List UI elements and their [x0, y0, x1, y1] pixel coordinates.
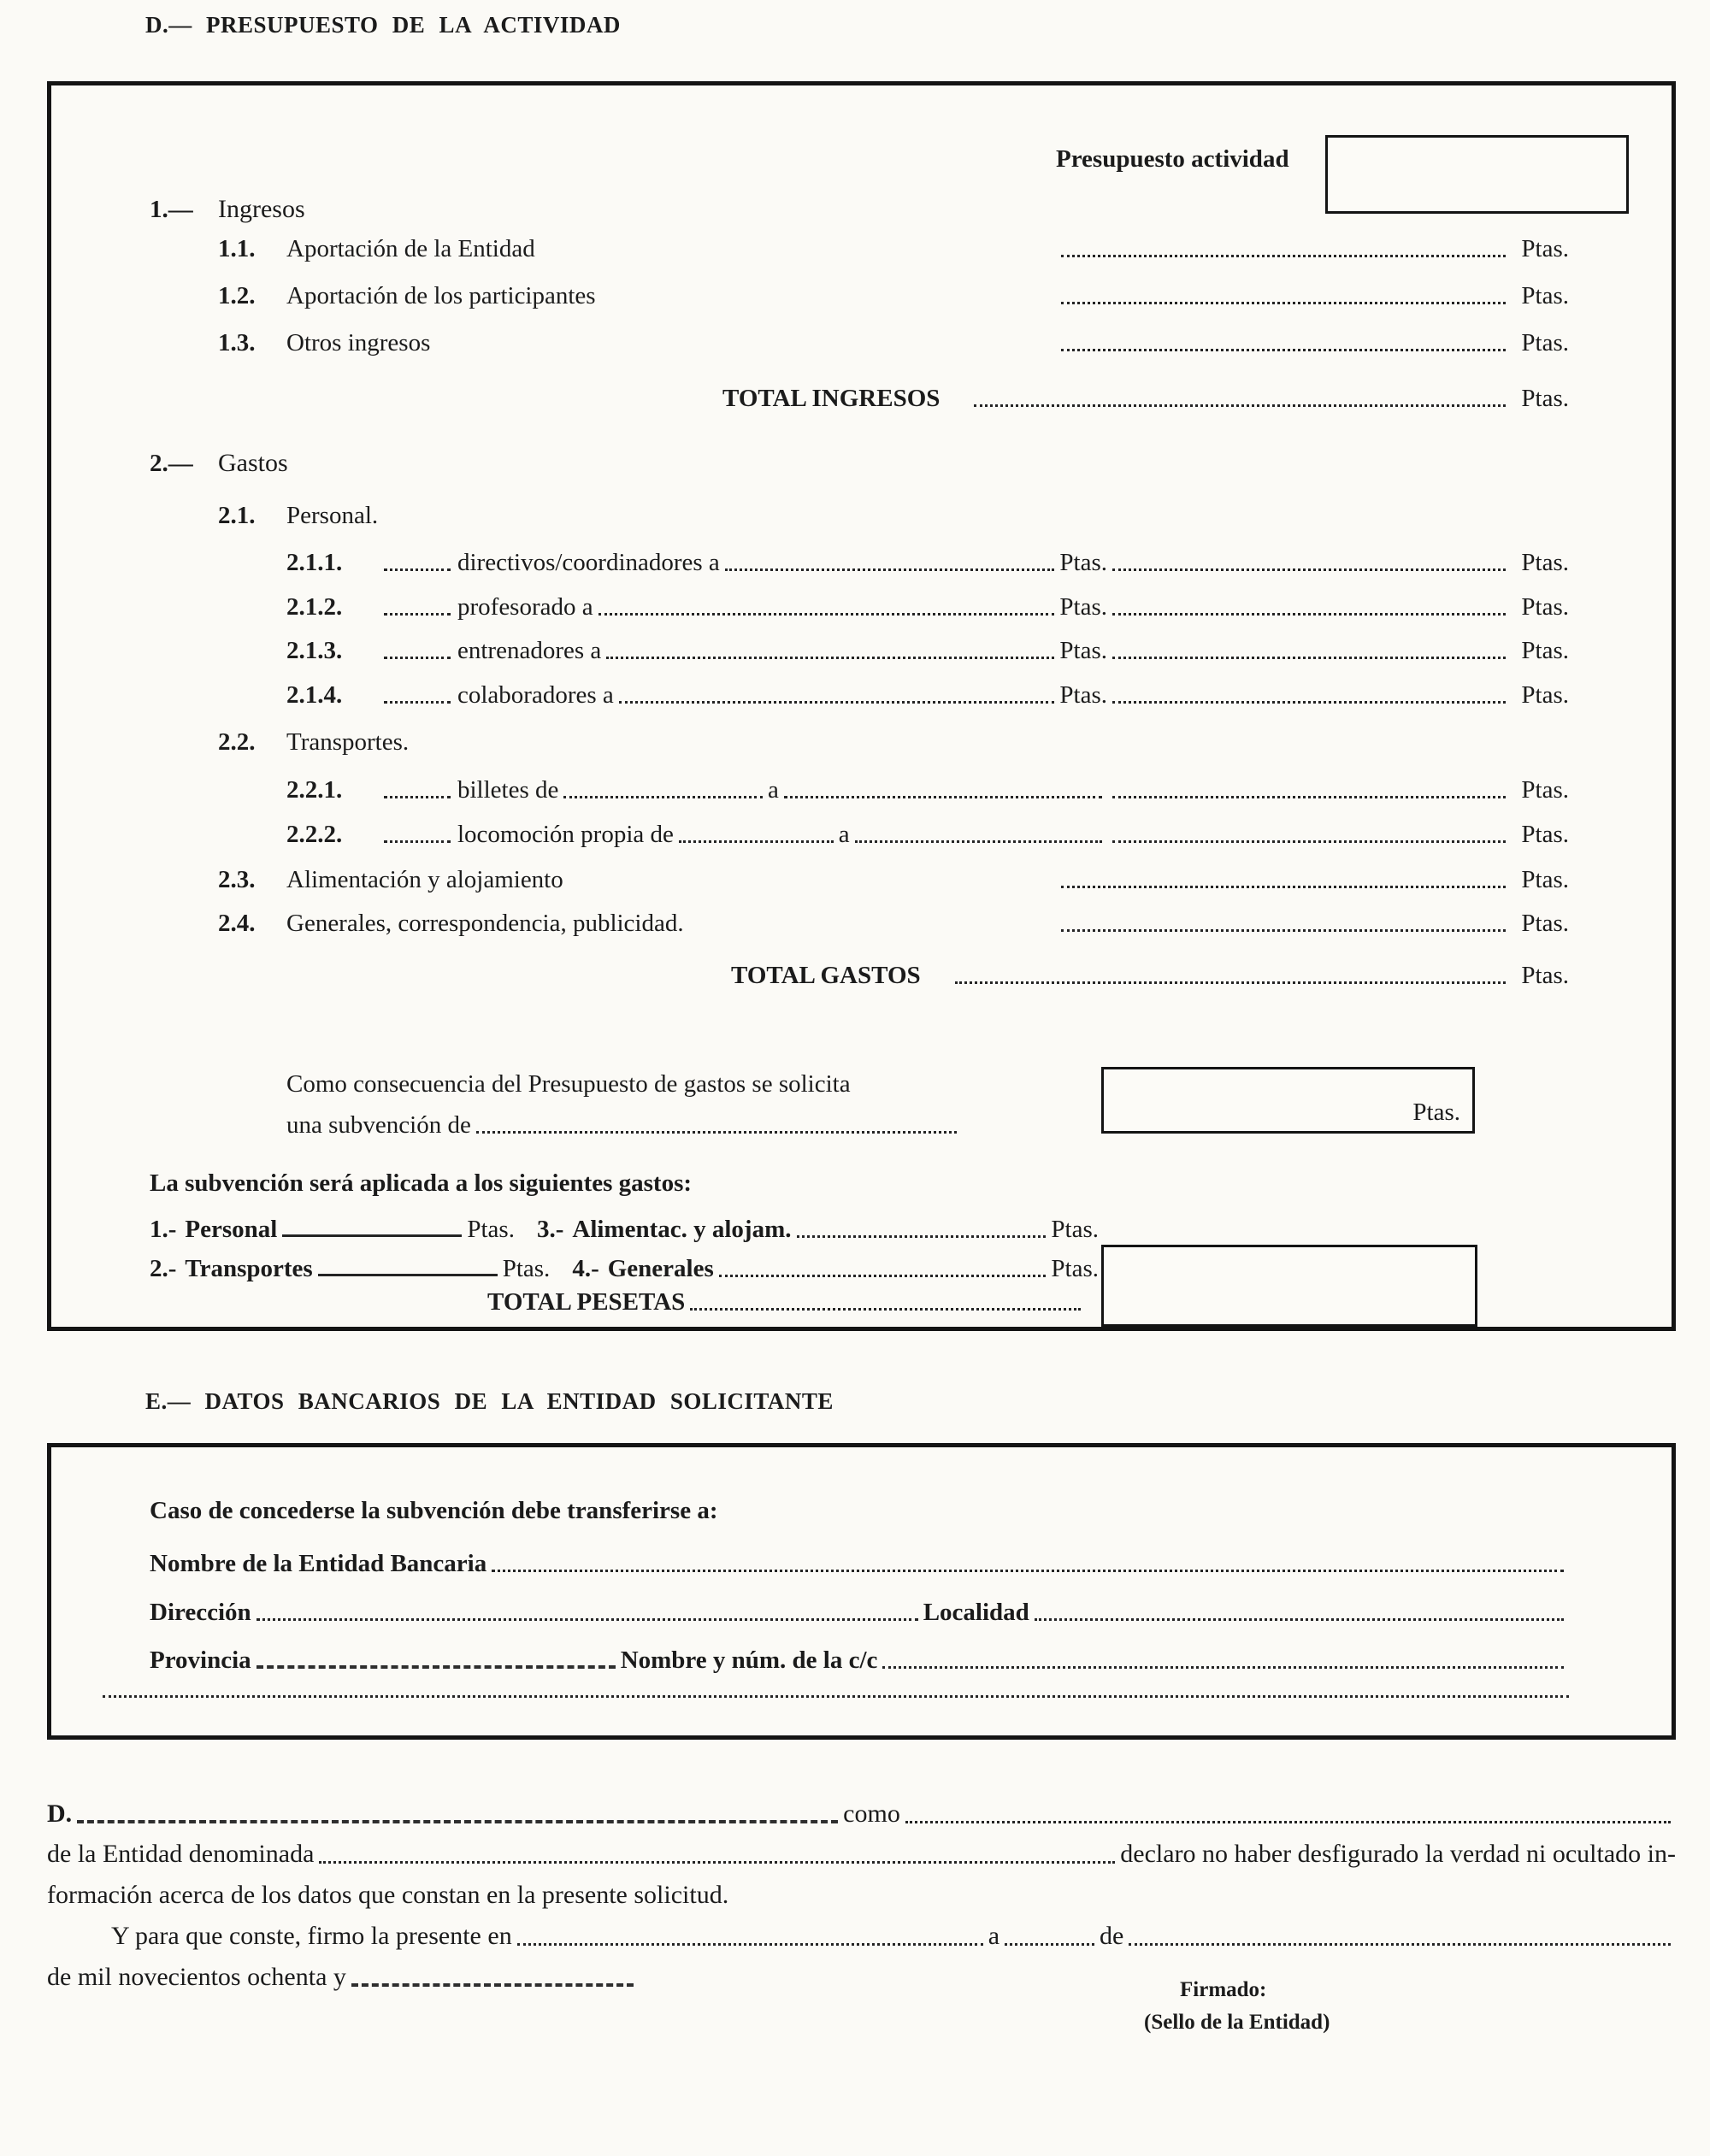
total-gastos-label: TOTAL GASTOS	[731, 962, 921, 989]
item-unit: Ptas.	[1521, 549, 1569, 576]
item-label: entrenadores a	[457, 637, 602, 664]
subvencion-unit: Ptas.	[1412, 1098, 1460, 1126]
dotted-leader	[905, 1821, 1671, 1823]
dotted-leader	[1061, 349, 1506, 351]
bank-row-direccion	[150, 1599, 1569, 1627]
dotted-leader	[784, 796, 1102, 798]
item-number: 2.1.2.	[286, 593, 343, 621]
item-connector: a	[838, 821, 850, 848]
bank-data-box	[47, 1443, 1676, 1740]
dotted-leader	[1035, 1618, 1564, 1621]
item-number: 2.-	[150, 1255, 177, 1282]
dotted-leader	[517, 1943, 983, 1946]
dotted-leader	[492, 1570, 1564, 1572]
item-label: Alimentación y alojamiento	[286, 866, 563, 893]
item-number: 1.3.	[218, 329, 256, 356]
gastos-heading	[150, 449, 288, 479]
item-label: profesorado a	[457, 593, 593, 621]
item-unit: Ptas.	[1521, 866, 1569, 893]
item-unit: Ptas.	[1521, 593, 1569, 621]
dash-leader	[351, 1983, 634, 1987]
personal-row-2-1-1	[286, 549, 1569, 577]
dotted-leader	[563, 796, 763, 798]
item-number: 1.-	[150, 1216, 177, 1243]
dotted-leader	[619, 701, 1055, 704]
dotted-leader	[598, 613, 1055, 616]
firmado-label: Firmado:	[1180, 1978, 1267, 2001]
item-unit: Ptas.	[1521, 637, 1569, 664]
item-label: Aportación de los participantes	[286, 282, 596, 309]
declaracion-row-2	[47, 1840, 1676, 1870]
a-label: a	[988, 1922, 1000, 1950]
declaracion-row-3: formación acerca de los datos que constan en la presente solicitud.	[47, 1881, 729, 1909]
fill-in-blank	[384, 840, 451, 843]
item-label: Alimentac. y alojam.	[572, 1216, 792, 1243]
item-label: Personal	[185, 1216, 278, 1243]
gastos-heading-number: 2.—	[150, 450, 193, 478]
personal-heading-number: 2.1.	[218, 502, 256, 529]
item-label: Otros ingresos	[286, 329, 431, 356]
aplicacion-row-1	[150, 1216, 1099, 1244]
item-label: billetes de	[457, 776, 559, 804]
mid-group	[457, 776, 1107, 804]
dash-leader	[256, 1665, 616, 1669]
dotted-leader	[1061, 255, 1506, 257]
transportes-heading-title: Transportes.	[286, 728, 410, 756]
subvencion-line2-row	[286, 1111, 962, 1140]
transportes-heading-number: 2.2.	[218, 728, 256, 756]
total-ingresos-label: TOTAL INGRESOS	[722, 385, 940, 412]
item-number: 1.2.	[218, 282, 256, 309]
mid-group	[457, 681, 1107, 710]
item-connector: a	[767, 776, 779, 804]
item-number: 2.4.	[218, 910, 256, 937]
solid-leader	[318, 1274, 498, 1276]
item-unit: Ptas.	[1521, 329, 1569, 356]
mil-novecientos-label: de mil novecientos ochenta y	[47, 1963, 346, 1991]
item-number: 1.1.	[218, 235, 256, 262]
de-label: de	[1100, 1922, 1124, 1950]
total-pesetas-entry-box	[1101, 1245, 1477, 1327]
dotted-leader	[1129, 1943, 1671, 1946]
dotted-leader	[1112, 613, 1506, 616]
item-number: 4.-	[572, 1255, 599, 1282]
item-number: 3.-	[536, 1216, 564, 1243]
direccion-label: Dirección	[150, 1599, 251, 1626]
ingresos-heading	[150, 195, 305, 225]
item-unit: Ptas.	[1521, 821, 1569, 848]
personal-heading-title: Personal.	[286, 502, 379, 529]
item-unit: Ptas.	[467, 1216, 515, 1243]
firma-presente-label: Y para que conste, firmo la presente en	[111, 1922, 512, 1950]
dotted-leader	[1112, 568, 1506, 571]
transportes-heading	[218, 728, 409, 757]
ingresos-heading-number: 1.—	[150, 196, 193, 224]
item-unit: Ptas.	[1521, 235, 1569, 262]
declaracion-row-1	[47, 1800, 1676, 1829]
total-ingresos-row	[218, 385, 1569, 413]
fill-in-blank	[384, 701, 451, 704]
item-unit: Ptas.	[1521, 910, 1569, 937]
item-unit: Ptas.	[1051, 1255, 1099, 1282]
personal-row-2-1-4	[286, 681, 1569, 710]
mid-unit: Ptas.	[1059, 593, 1107, 621]
transportes-row-2-2-1	[286, 776, 1569, 804]
subvencion-line2-label: una subvención de	[286, 1111, 471, 1139]
aplicacion-intro: La subvención será aplicada a los siguientes gastos:	[150, 1169, 693, 1197]
dotted-leader	[855, 840, 1102, 843]
item-label: Aportación de la Entidad	[286, 235, 535, 262]
dotted-leader	[1061, 886, 1506, 888]
section-d-title: D.— PRESUPUESTO DE LA ACTIVIDAD	[145, 12, 621, 38]
item-number: 2.3.	[218, 866, 256, 893]
dotted-leader	[955, 981, 1507, 984]
dotted-leader	[103, 1695, 1569, 1698]
sello-entidad-label: (Sello de la Entidad)	[1144, 2011, 1330, 2034]
dotted-leader	[882, 1666, 1564, 1669]
declaracion-text: declaro no haber desfigurado la verdad ni ocultado in-	[1120, 1840, 1676, 1868]
item-label: Generales, correspondencia, publicidad.	[286, 910, 684, 937]
item-number: 2.2.2.	[286, 821, 343, 848]
declaracion-row-5	[47, 1963, 639, 1993]
fill-in-blank	[384, 613, 451, 616]
mid-group	[457, 549, 1107, 577]
mid-unit: Ptas.	[1059, 549, 1107, 576]
dotted-leader	[1112, 796, 1506, 798]
d-label: D.	[47, 1800, 73, 1828]
alimentacion-row-2-3	[218, 866, 1569, 894]
dotted-leader	[1112, 701, 1506, 704]
ingresos-row-1-3	[218, 329, 1569, 357]
item-label: directivos/coordinadores a	[457, 549, 720, 576]
dash-leader	[77, 1820, 838, 1823]
item-unit: Ptas.	[502, 1255, 551, 1282]
item-label: locomoción propia de	[457, 821, 674, 848]
item-unit: Ptas.	[1521, 776, 1569, 804]
total-ingresos-unit: Ptas.	[1521, 385, 1569, 412]
bank-row-provincia	[150, 1646, 1569, 1675]
declaracion-row-4	[47, 1922, 1676, 1952]
provincia-label: Provincia	[150, 1646, 251, 1674]
fill-in-blank	[384, 657, 451, 659]
fill-in-blank	[384, 568, 451, 571]
presupuesto-actividad-entry-box	[1325, 135, 1629, 214]
solid-leader	[282, 1234, 462, 1237]
item-label: Transportes	[185, 1255, 313, 1282]
personal-row-2-1-3	[286, 637, 1569, 665]
fill-in-blank	[384, 796, 451, 798]
dotted-leader	[1112, 657, 1506, 659]
item-label: Generales	[607, 1255, 714, 1282]
dotted-leader	[1005, 1943, 1094, 1946]
dotted-leader	[256, 1618, 918, 1621]
personal-row-2-1-2	[286, 593, 1569, 621]
dotted-leader	[725, 568, 1055, 571]
bank-intro: Caso de concederse la subvención debe transferirse a:	[150, 1497, 718, 1524]
mid-group	[457, 821, 1107, 849]
subvencion-line1: Como consecuencia del Presupuesto de gastos se solicita	[286, 1070, 851, 1098]
ingresos-heading-title: Ingresos	[218, 195, 305, 223]
item-number: 2.1.1.	[286, 549, 343, 576]
aplicacion-row-2	[150, 1255, 1099, 1283]
dotted-leader	[606, 657, 1054, 659]
item-number: 2.2.1.	[286, 776, 343, 804]
dotted-leader	[476, 1131, 957, 1134]
generales-row-2-4	[218, 910, 1569, 938]
mid-unit: Ptas.	[1059, 681, 1107, 709]
mid-unit: Ptas.	[1059, 637, 1107, 664]
total-pesetas-row	[487, 1288, 1086, 1317]
total-pesetas-label: TOTAL PESETAS	[487, 1288, 686, 1316]
budget-box	[47, 81, 1676, 1331]
gastos-heading-title: Gastos	[218, 449, 288, 477]
presupuesto-actividad-label: Presupuesto actividad	[1056, 145, 1289, 173]
dotted-leader	[690, 1308, 1081, 1311]
entidad-denominada-label: de la Entidad denominada	[47, 1840, 315, 1868]
ingresos-row-1-1	[218, 235, 1569, 263]
total-gastos-unit: Ptas.	[1521, 962, 1569, 989]
mid-group	[457, 593, 1107, 621]
dotted-leader	[1061, 302, 1506, 304]
dotted-leader	[1112, 840, 1506, 843]
bank-row-entidad	[150, 1550, 1569, 1578]
dotted-leader	[974, 404, 1506, 407]
personal-heading	[218, 502, 378, 530]
total-gastos-row	[218, 962, 1569, 990]
dotted-leader	[319, 1861, 1115, 1864]
cuenta-label: Nombre y núm. de la c/c	[620, 1646, 878, 1674]
dotted-leader	[1061, 929, 1506, 932]
mid-group	[457, 637, 1107, 665]
entidad-bancaria-label: Nombre de la Entidad Bancaria	[150, 1550, 487, 1577]
item-unit: Ptas.	[1051, 1216, 1099, 1243]
dotted-leader	[797, 1235, 1047, 1238]
item-number: 2.1.3.	[286, 637, 343, 664]
transportes-row-2-2-2	[286, 821, 1569, 849]
localidad-label: Localidad	[923, 1599, 1029, 1626]
item-number: 2.1.4.	[286, 681, 343, 709]
item-unit: Ptas.	[1521, 282, 1569, 309]
dotted-leader	[679, 840, 834, 843]
item-label: colaboradores a	[457, 681, 614, 709]
ingresos-row-1-2	[218, 282, 1569, 310]
dotted-leader	[719, 1275, 1047, 1277]
item-unit: Ptas.	[1521, 681, 1569, 709]
section-e-title: E.— DATOS BANCARIOS DE LA ENTIDAD SOLICITANTE	[145, 1388, 834, 1414]
como-label: como	[843, 1800, 900, 1828]
subvencion-entry-box	[1101, 1067, 1475, 1134]
